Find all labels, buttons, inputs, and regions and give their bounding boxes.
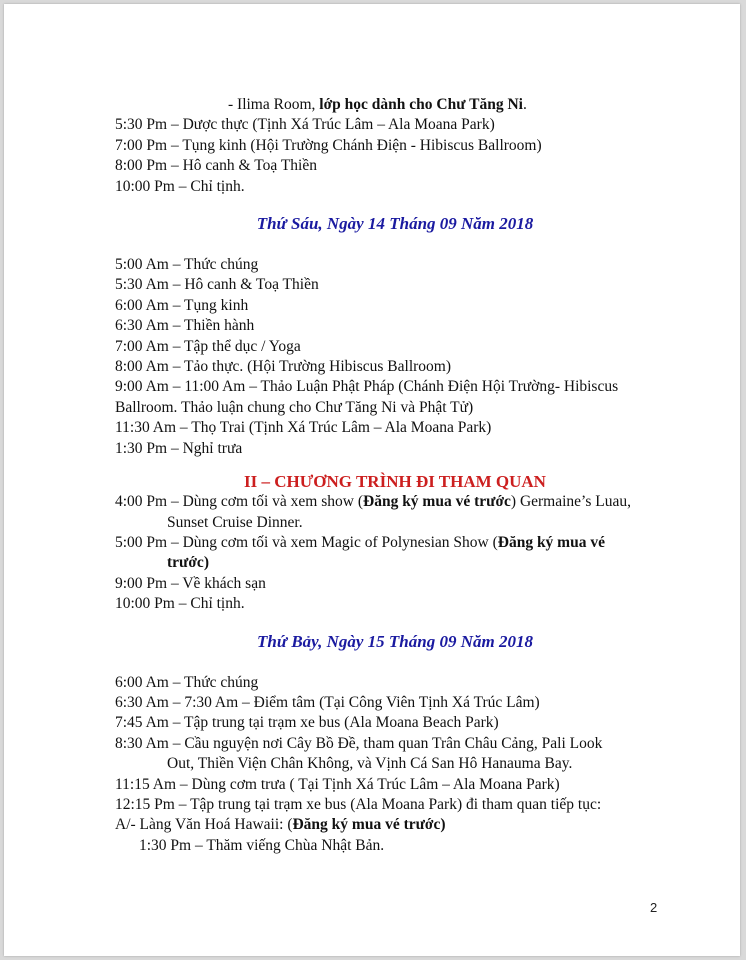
schedule-item: 5:00 Am – Thức chúng (115, 256, 259, 274)
schedule-item: 9:00 Pm – Về khách sạn (115, 574, 266, 592)
schedule-item: 11:15 Am – Dùng cơm trưa ( Tại Tịnh Xá Trúc Lâm – Ala Moana Park) (115, 775, 560, 793)
schedule-item: 6:30 Am – Thiền hành (115, 317, 255, 335)
text: 5:00 Pm – Dùng cơm tối và xem Magic of Polynesian Show ( (115, 533, 498, 551)
schedule-item: 10:00 Pm – Chỉ tịnh. (115, 595, 245, 613)
schedule-item: 8:00 Am – Tảo thực. (Hội Trường Hibiscus Ballroom) (115, 358, 452, 376)
page-number: 2 (650, 900, 658, 915)
bold-text: Đăng ký mua vé trước (363, 493, 511, 511)
schedule-item: 12:15 Pm – Tập trung tại trạm xe bus (Ala Moana Park) đi tham quan tiếp tục: (115, 795, 602, 813)
schedule-item: 11:30 Am – Thọ Trai (Tịnh Xá Trúc Lâm – Ala Moana Park) (115, 419, 492, 437)
schedule-item: 7:45 Am – Tập trung tại trạm xe bus (Ala Moana Beach Park) (115, 714, 499, 732)
day-heading-saturday: Thứ Bảy, Ngày 15 Tháng 09 Năm 2018 (257, 631, 533, 651)
schedule-item-continuation (115, 553, 675, 573)
schedule-item-continuation: Out, Thiền Viện Chân Không, và Vịnh Cá San Hô Hanauma Bay. (167, 755, 573, 773)
document-body (115, 95, 675, 856)
schedule-item: 6:30 Am – 7:30 Am – Điểm tâm (Tại Công Viên Tịnh Xá Trúc Lâm) (115, 693, 540, 711)
schedule-item: 5:30 Pm – Dược thực (Tịnh Xá Trúc Lâm – Ala Moana Park) (115, 116, 495, 134)
bold-text: Đăng ký mua vé (497, 533, 605, 551)
text: ) (440, 816, 446, 834)
schedule-item: 5:30 Am – Hô canh & Toạ Thiền (115, 276, 319, 294)
schedule-item-continuation: Ballroom. Thảo luận chung cho Chư Tăng Ni và Phật Tử) (115, 398, 474, 416)
sub-program-heading (115, 815, 675, 835)
schedule-item-continuation: Sunset Cruise Dinner. (167, 513, 303, 531)
schedule-item: 6:00 Am – Thức chúng (115, 673, 259, 691)
bold-text: Đăng ký mua vé trước (292, 816, 441, 834)
schedule-item: 7:00 Pm – Tụng kinh (Hội Trường Chánh Điện - Hibiscus Ballroom) (115, 136, 542, 154)
text: A/- Làng Văn Hoá Hawaii: ( (115, 816, 293, 834)
schedule-item (115, 533, 675, 553)
schedule-item: 7:00 Am – Tập thể dục / Yoga (115, 337, 301, 355)
schedule-item: 1:30 Pm – Nghỉ trưa (115, 439, 243, 457)
schedule-item: 9:00 Am – 11:00 Am – Thảo Luận Phật Pháp (Chánh Điện Hội Trường- Hibiscus (115, 378, 619, 396)
schedule-item: 8:00 Pm – Hô canh & Toạ Thiền (115, 157, 317, 175)
text: ) Germaine’s Luau, (510, 493, 631, 511)
schedule-item: 8:30 Am – Cầu nguyện nơi Cây Bồ Đề, tham quan Trân Châu Cảng, Pali Look (115, 734, 603, 752)
text: - Ilima Room, (228, 96, 320, 113)
section-heading: II – CHƯƠNG TRÌNH ĐI THAM QUAN (244, 472, 546, 492)
schedule-item: 1:30 Pm – Thăm viếng Chùa Nhật Bản. (139, 836, 385, 854)
text: ) (203, 554, 209, 572)
bold-text: lớp học dành cho Chư Tăng Ni (319, 96, 523, 113)
schedule-item: 6:00 Am – Tụng kinh (115, 296, 249, 314)
day-heading-friday: Thứ Sáu, Ngày 14 Tháng 09 Năm 2018 (256, 214, 534, 234)
schedule-item: 10:00 Pm – Chỉ tịnh. (115, 177, 245, 195)
text: 4:00 Pm – Dùng cơm tối và xem show ( (115, 493, 363, 511)
text: . (522, 96, 527, 113)
document-page (4, 4, 740, 956)
bold-text: trước (167, 554, 204, 572)
continuation-line (115, 95, 675, 115)
schedule-item (115, 492, 675, 512)
